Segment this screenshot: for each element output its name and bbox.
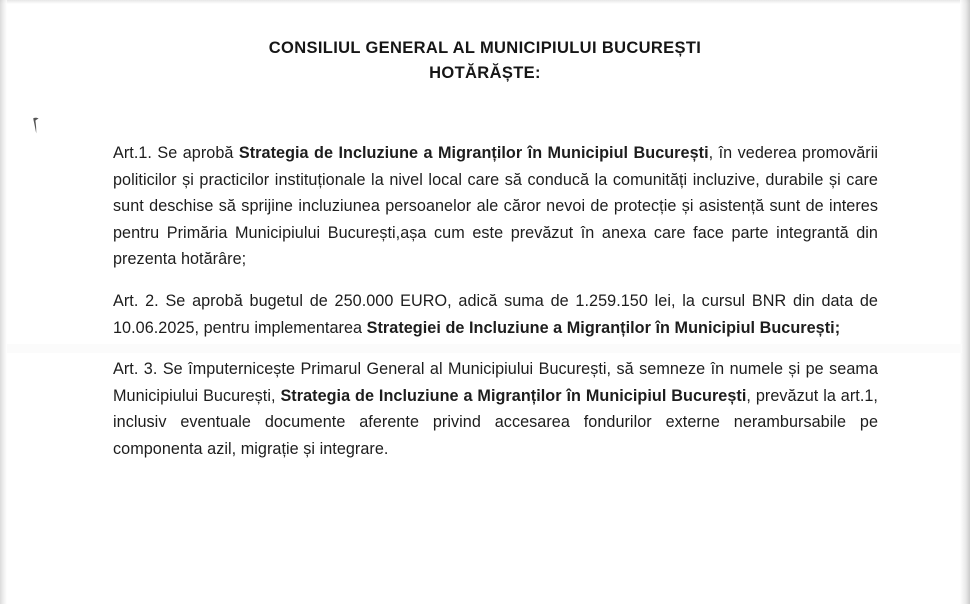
title-line-1: CONSILIUL GENERAL AL MUNICIPIULUI BUCUREȘTI xyxy=(268,39,702,57)
document-body xyxy=(113,140,878,463)
scan-edge-right xyxy=(960,0,970,604)
article-paragraph xyxy=(113,288,878,341)
emphasis-text-run: Strategiei de Incluziune a Migranților în Municipiul București; xyxy=(366,318,841,337)
article-paragraph xyxy=(113,140,878,273)
scan-edge-top xyxy=(0,0,970,4)
article-paragraph xyxy=(113,356,878,462)
emphasis-text-run: Strategia de Incluziune a Migranților în Municipiul București xyxy=(238,144,709,162)
text-run: , prevăzut la art.1, inclusiv eventuale documente aferente privind accesarea fondurilor externe nerambursabile pe componenta azil, migrație și integrare. xyxy=(113,386,878,458)
emphasis-text-run: Strategia de Incluziune a Migranților în Municipiul București xyxy=(280,386,747,405)
scan-edge-left xyxy=(0,0,7,604)
text-run: Art.1. Se aprobă xyxy=(113,144,239,162)
text-run: Art. 3. Se împuternicește Primarul General al Municipiului București, să semneze în numele și pe seama Municipiului București, xyxy=(113,360,878,405)
text-run: , în vederea promovării politicilor și practicilor instituționale la nivel local care să conducă la comunități incluzive, durabile și care sunt deschise să sprijine incluziunea persoanelor ale căror nevoi de protecție și asistență sunt de interes pentru Primăria Municipiului București,așa cum este prevăzut în anexa care face parte integrantă din prezenta hotărâre; xyxy=(113,144,878,269)
text-run: Art. 2. Se aprobă bugetul de 250.000 EURO, adică suma de 1.259.150 lei, la cursul BNR din data de 10.06.2025, pentru implementarea xyxy=(113,291,878,337)
title-line-2: HOTĂRĂȘTE: xyxy=(429,64,541,82)
document-title xyxy=(0,36,970,86)
margin-ink-mark-icon xyxy=(30,116,44,136)
